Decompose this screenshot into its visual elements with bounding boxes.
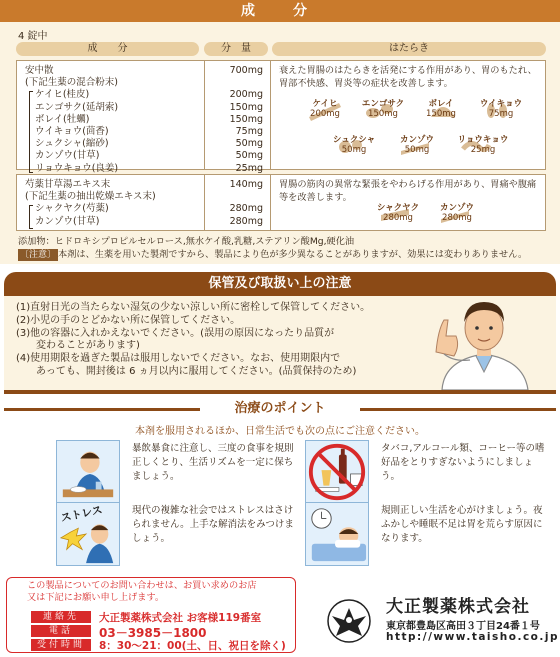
ingredient-amount: 150mg	[229, 101, 263, 113]
points-title-bar	[4, 400, 556, 418]
group-note: (下記生薬の抽出乾燥エキス末)	[25, 191, 156, 203]
ingredients-header: 成 分	[0, 0, 560, 22]
storage-item: (3)他の容器に入れかえないでください。(誤用の原因になったり品質が	[16, 327, 335, 339]
point-text: タバコ,アルコール類、コーヒー等の嗜好品をとりすぎないようにしましょう。	[381, 443, 545, 482]
ingredients-section	[0, 22, 560, 264]
point-text: 現代の複雑な社会ではストレスはさけられません。上手な解消法をみつけましょう。	[132, 505, 294, 544]
point-card	[56, 440, 308, 506]
group-name: 安中散	[25, 65, 54, 76]
ingredient-amount: 200mg	[229, 89, 263, 101]
point-text: 暴飲暴食に注意し、三度の食事を規則正しくとり、生活リズムを一定に保ちましょう。	[132, 443, 294, 482]
contact-label: 受付時間	[31, 639, 91, 651]
point-card	[56, 502, 308, 568]
storage-item: (1)直射日光の当たらない湿気の少ない涼しい所に密栓して保管してください。	[16, 302, 371, 313]
company-url-link[interactable]: http://www.taisho.co.jp	[386, 631, 559, 643]
group-total: 140mg	[229, 179, 263, 190]
eagle-logo-icon	[326, 598, 372, 644]
herb-ryokyo: リョウキョウ 25mg	[449, 135, 517, 155]
ingredient-amount: 280mg	[229, 203, 263, 215]
herb-engosaku: エンゴサク 150mg	[355, 99, 411, 119]
points-title: 治療のポイント	[234, 401, 326, 416]
ingredient-name: シャクヤク(芍薬)	[35, 203, 109, 215]
dosage-label: 4 錠中	[18, 31, 48, 42]
herb-shukusha: シュクシャ 50mg	[325, 135, 383, 155]
storage-list	[16, 302, 386, 379]
group-name: 芍薬甘草湯エキス末	[25, 179, 111, 190]
ingredient-name: ケイヒ(桂皮)	[35, 89, 90, 101]
point-card	[305, 440, 557, 506]
points-subtitle: 本剤を服用されるほか、日常生活でも次の点にご注意ください。	[135, 426, 425, 437]
ingredient-name: カンゾウ(甘草)	[35, 215, 100, 227]
point-text: 規則正しい生活を心がけましょう。夜ふかしや睡眠不足は胃を荒らす原因になります。	[381, 505, 543, 544]
ingredient-amount: 25mg	[235, 162, 263, 174]
additives-text: 添加物：ヒドロキシプロピルセルロース,無水ケイ酸,乳糖,ステアリン酸Mg,硬化油	[18, 236, 355, 247]
contact-label: 連絡先	[31, 611, 91, 623]
storage-item-cont: あっても、開封後は 6 ヵ月以内に服用してください。(品質保持のため)	[36, 365, 357, 377]
group-total: 700mg	[229, 65, 263, 76]
group-note: (下記生薬の混合粉末)	[25, 77, 118, 89]
company-block	[326, 592, 559, 652]
phone-number[interactable]: 03－3985－1800	[99, 626, 207, 640]
doctor-illustration	[414, 290, 554, 390]
ingredient-group-shakuyakukanzoto	[16, 174, 546, 231]
contact-label: 電話	[31, 625, 91, 637]
ingredient-name: ボレイ(牡蠣)	[35, 113, 90, 125]
ingredient-group-anchusan	[16, 60, 546, 174]
company-name: 大正製薬株式会社	[386, 597, 530, 617]
herb-borei: ボレイ 150mg	[417, 99, 465, 119]
company-address: 東京都豊島区高田３丁目24番１号	[386, 621, 540, 632]
ingredient-amount: 280mg	[229, 215, 263, 227]
ingredient-name: シュクシャ(縮砂)	[35, 138, 109, 150]
ingredient-amount: 50mg	[235, 150, 263, 162]
contact-intro: この製品についてのお問い合わせは、お買い求めのお店 又は下記にお願い申し上げます。	[27, 580, 257, 603]
additives-note	[18, 236, 548, 261]
effect-description: 衰えた胃腸のはたらきを活発にする作用があり、胃のもたれ、胃部不快感、胃炎等の症状を改善します。	[279, 65, 537, 89]
herb-kanzo: カンゾウ 280mg	[429, 203, 485, 223]
herb-keihi: ケイヒ 200mg	[299, 99, 351, 119]
svg-text:ストレス: ストレス	[59, 503, 104, 525]
storage-header: 保管及び取扱い上の注意	[4, 272, 556, 296]
stress-icon	[56, 502, 120, 566]
storage-item: (2)小児の手のとどかない所に保管してください。	[16, 314, 241, 326]
ingredient-name: エンゴサク(延胡索)	[35, 101, 119, 113]
herb-uikyo: ウイキョウ 75mg	[471, 99, 531, 119]
storage-item-cont: 変わることがあります)	[36, 340, 140, 352]
ingredient-amount: 75mg	[235, 126, 263, 138]
column-header-amount: 分 量	[204, 42, 268, 56]
ingredient-name: カンゾウ(甘草)	[35, 150, 100, 162]
point-card	[305, 502, 557, 568]
herb-shakuyaku: シャクヤク 280mg	[369, 203, 427, 223]
ingredient-amount: 50mg	[235, 138, 263, 150]
sleeping-man-icon	[305, 502, 369, 566]
ingredient-amount: 150mg	[229, 113, 263, 125]
column-header-effect: はたらき	[272, 42, 546, 56]
eating-man-icon	[56, 440, 120, 504]
effect-description: 胃腸の筋肉の異常な緊張をやわらげる作用があり、胃痛や腹痛等を改善します。	[279, 179, 537, 203]
storage-item: (4)使用期限を過ぎた製品は服用しないでください。なお、使用期限内で	[16, 353, 341, 365]
ingredient-name: リョウキョウ(良姜)	[35, 162, 119, 174]
storage-section	[4, 296, 556, 394]
contact-box	[6, 577, 296, 653]
herb-kanzo: カンゾウ 50mg	[389, 135, 445, 155]
column-header-name: 成 分	[16, 42, 199, 56]
caution-label: 〔注意〕	[20, 249, 57, 260]
ingredient-name: ウイキョウ(茴香)	[35, 126, 109, 138]
caution-text: 本剤は、生薬を用いた製剤ですから、製品により色が多少異なることがありますが、効果には変わりありません。	[58, 248, 528, 260]
business-hours: 8：30～21：00(土、日、祝日を除く)	[99, 640, 286, 652]
contact-value: 大正製薬株式会社 お客様119番室	[99, 612, 262, 624]
no-tobacco-alcohol-icon	[305, 440, 369, 504]
